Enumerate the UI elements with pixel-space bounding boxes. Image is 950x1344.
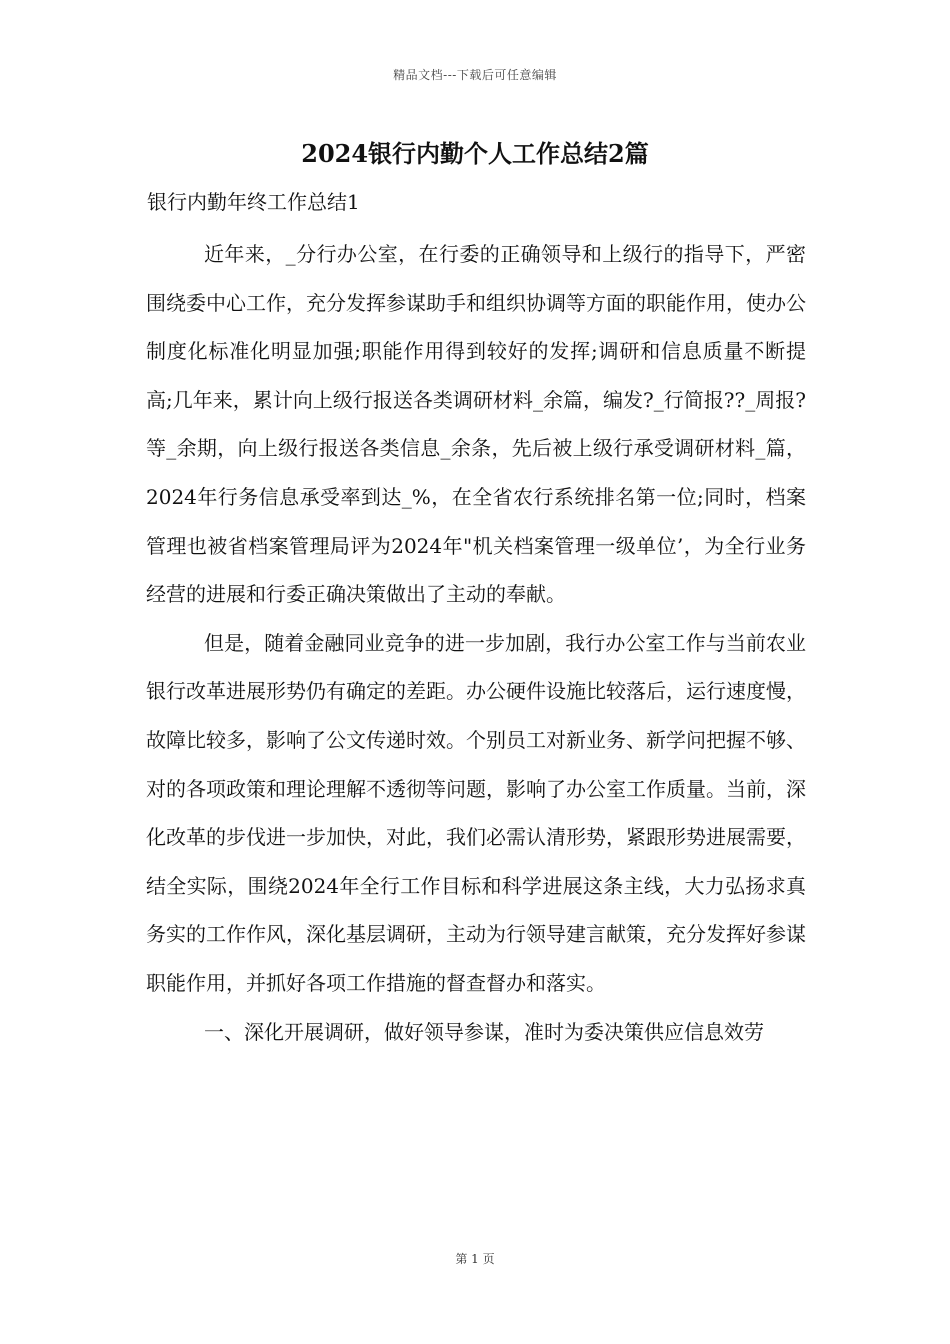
header-note: 精品文档---下载后可任意编辑: [393, 68, 557, 82]
document-title: 2024银行内勤个人工作总结2篇: [301, 139, 649, 168]
paragraph: 但是，随着金融同业竞争的进一步加剧，我行办公室工作与当前农业银行改革进展形势仍有确定的差距。办公硬件设施比较落后，运行速度慢，故障比较多，影响了公文传递时效。个别员工对新业务、新学问把握不够、对的各项政策和理论理解不透彻等问题，影响了办公室工作质量。当前，深化改革的步伐进一步加快，对此，我们必需认清形势，紧跟形势进展需要，结全实际，围绕2024年全行工作目标和科学进展这条主线，大力弘扬求真务实的工作作风，深化基层调研，主动为行领导建言献策，充分发挥好参谋职能作用，并抓好各项工作措施的督查督办和落实。: [146, 630, 806, 995]
document-body: [146, 230, 806, 1056]
page-number: 第 1 页: [455, 1252, 495, 1266]
paragraph: 近年来，_分行办公室，在行委的正确领导和上级行的指导下，严密围绕委中心工作，充分发挥参谋助手和组织协调等方面的职能作用，使办公制度化标准化明显加强;职能作用得到较好的发挥;调研和信息质量不断提高;几年来，累计向上级行报送各类调研材料_余篇，编发?_行简报??_周报?等_余期，向上级行报送各类信息_余条，先后被上级行承受调研材料_篇， 2024年行务信息承受率到达_%，在全省农行系统排名第一位;同时，档案管理也被省档案管理局评为2024年"机关档案管理一级单位’，为全行业务经营的进展和行委正确决策做出了主动的奉献。: [146, 242, 806, 607]
paragraph: 一、深化开展调研，做好领导参谋，准时为委决策供应信息效劳: [204, 1019, 764, 1044]
section-heading: 银行内勤年终工作总结1: [147, 190, 360, 214]
